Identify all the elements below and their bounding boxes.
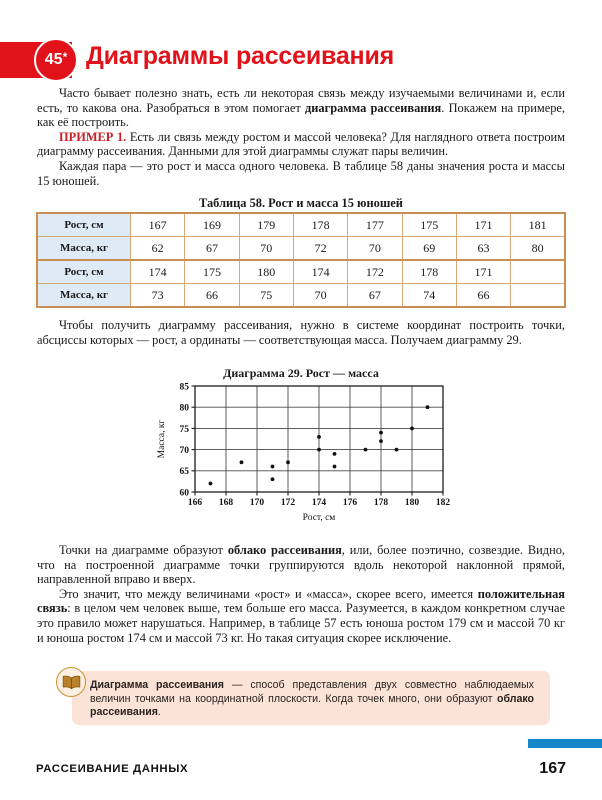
paragraph-after-chart-1 [37,543,565,587]
table-cell: 75 [239,284,293,308]
chart-gridlines [195,386,443,492]
page-number: 167 [539,760,566,777]
heights-weights-table [36,212,566,308]
svg-text:176: 176 [342,498,358,508]
definition-body-2: . [157,706,161,719]
table-cell: 174 [131,260,185,284]
table-cell: 178 [402,260,456,284]
table-row-header: Масса, кг [37,237,131,261]
table-cell: 178 [293,213,347,237]
svg-text:70: 70 [179,446,189,456]
svg-text:65: 65 [179,467,189,478]
chart-y-axis-label: Масса, кг [157,419,167,459]
svg-text:166: 166 [187,498,203,508]
after-chart-1a: Точки на диаграмме образуют [59,543,228,557]
example-text: Есть ли связь между ростом и массой человека? Для наглядного ответа построим диаграмму рассеивания. Данными для этой диаграммы служат пары величин. [37,129,566,159]
table-caption: Таблица 58. Рост и масса 15 юношей [199,196,403,210]
table-cell: 67 [348,284,402,308]
svg-text:168: 168 [218,498,234,508]
table-row [37,260,565,284]
svg-text:174: 174 [311,498,327,508]
table-cell: 63 [456,237,510,261]
after-chart-2c: : в целом чем человек выше, тем больше его масса. Разумеется, в каждом конкретном случае это правило может нарушаться. Например, в таблице 57 есть юноша ростом 179 см и массой 70 кг и юноша ростом 174 см и массой 73 кг. Но такая ситуация скорее исключение. [37,601,565,645]
table-cell: 171 [456,260,510,284]
after-chart-text-block [37,543,565,645]
table-cell [511,284,565,308]
table-cell: 171 [456,213,510,237]
table-cell [511,260,565,284]
after-chart-1b: облако рассеивания [227,543,342,557]
table-cell: 181 [511,213,565,237]
table-row-header: Рост, см [37,213,131,237]
chart-y-tick-labels [180,382,190,498]
definition-term-2: облако рассеивания [90,692,534,719]
svg-text:60: 60 [179,488,189,499]
chart-title: Диаграмма 29. Рост — масса [223,366,379,380]
intro-text-bold: диаграмма рассеивания [304,100,442,115]
intro-text-a: Часто бывает полезно знать, есть ли некоторая связь между изучаемыми величинами и, если есть, то какова она. Разобраться в этом помогает [37,86,565,115]
page-title: Диаграммы рассеивания [86,42,395,70]
after-chart-1c: , или, более поэтично, созвездие. Видно, что на построенной диаграмме точки группируются вдоль некоторой наклонной прямой, направленной вправо и вверх. [37,543,565,587]
table-cell: 62 [131,237,185,261]
open-book-glyph [62,675,81,690]
example-label: ПРИМЕР 1. [59,129,127,144]
footer-blue-marker [528,739,602,748]
after-chart-2b: положительная связь [37,586,565,616]
open-book-icon [56,667,86,697]
table-cell: 177 [348,213,402,237]
table-cell: 179 [239,213,293,237]
table-cell: 66 [456,284,510,308]
table-cell: 175 [402,213,456,237]
table-cell: 67 [185,237,239,261]
after-chart-2a: Это значит, что между величинами «рост» и «масса», скорее всего, имеется [59,586,478,601]
paragraph-after-chart-2 [37,587,565,645]
definition-text [90,679,534,720]
table-row-header: Масса, кг [37,284,131,308]
table-cell: 73 [131,284,185,308]
definition-term: Диаграмма рассеивания [90,679,224,691]
page-header [0,38,602,82]
section-number-badge: 45 * [34,38,78,82]
table-cell: 70 [293,284,347,308]
definition-callout [72,671,550,725]
table-row-header: Рост, см [37,260,131,284]
table-cell: 66 [185,284,239,308]
chart-x-axis-label: Рост, см [302,513,336,523]
after-table-text-block [37,318,565,347]
paragraph-after-table: Чтобы получить диаграмму рассеивания, нужно в системе координат построить точки, абсциссы которых — рост, а ординаты — соответствующая масса. Получаем диаграмму 29. [37,318,565,347]
svg-text:180: 180 [404,498,420,508]
paragraph-example-2: Каждая пара — это рост и масса одного человека. В таблице 58 даны значения роста и массы 15 юношей. [37,158,565,188]
svg-text:172: 172 [280,498,296,508]
table-cell: 180 [239,260,293,284]
svg-text:178: 178 [373,498,389,508]
footer-chapter-label: РАССЕИВАНИЕ ДАННЫХ [36,763,189,775]
intro-text-block [37,86,565,188]
table-cell: 174 [293,260,347,284]
section-number: 45 [44,51,63,68]
table-cell: 80 [511,237,565,261]
table-cell: 167 [131,213,185,237]
definition-body-1: — способ представления двух совместно наблюдаемых величин точками на координатной плоскости. Когда точек много, они образуют [90,679,534,705]
chart-x-tick-labels [188,498,451,508]
table-row [37,284,565,308]
table-row [37,213,565,237]
table-cell: 172 [348,260,402,284]
table-row [37,237,565,261]
paragraph-intro [37,86,565,130]
table-cell: 175 [185,260,239,284]
table-cell: 70 [239,237,293,261]
chart-frame [192,386,444,496]
svg-text:170: 170 [249,498,265,508]
svg-text:75: 75 [179,424,189,435]
table-cell: 74 [402,284,456,308]
svg-text:182: 182 [435,498,451,508]
svg-text:80: 80 [179,403,189,414]
table-cell: 72 [293,237,347,261]
svg-text:85: 85 [179,382,189,393]
scatter-chart [151,366,451,526]
intro-text-c: . Покажем на примере, как её построить. [37,100,565,130]
paragraph-example-1 [37,130,565,159]
chart-canvas [151,380,451,526]
table-cell: 69 [402,237,456,261]
table-cell: 70 [348,237,402,261]
table-cell: 169 [185,213,239,237]
